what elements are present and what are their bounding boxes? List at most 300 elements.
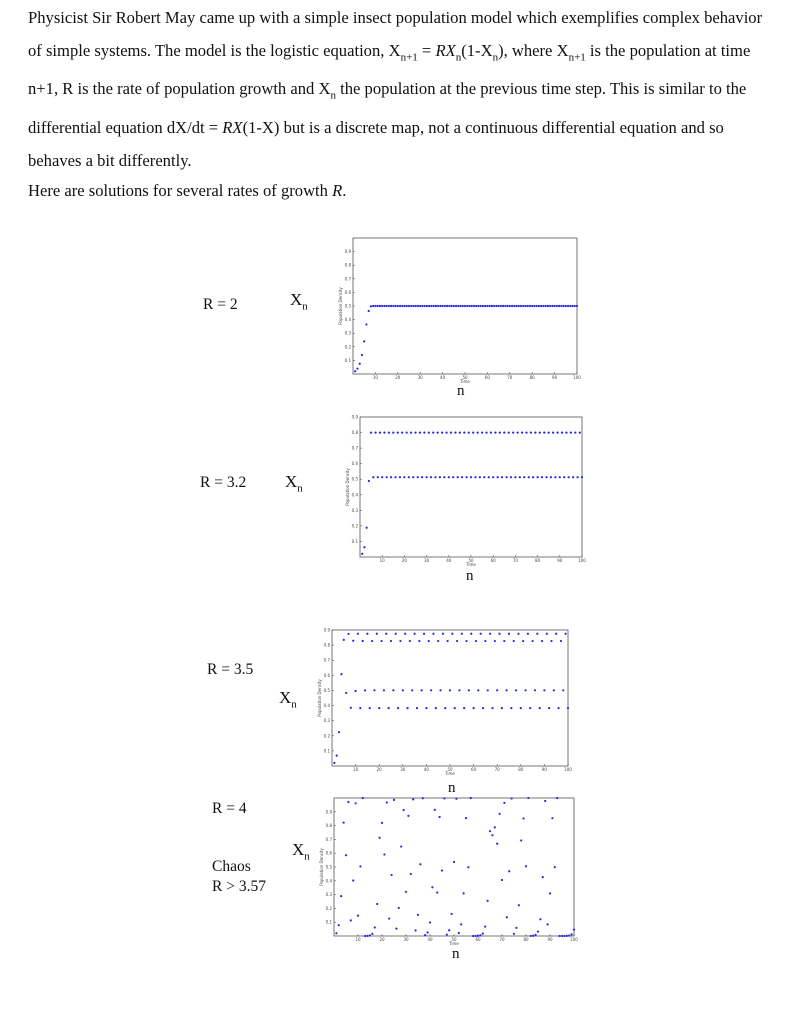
data-point — [513, 640, 515, 642]
data-point — [556, 432, 558, 434]
y-tick-label: 0.5 — [351, 476, 358, 482]
data-point — [414, 633, 416, 635]
x-tick-label: 10 — [355, 937, 361, 942]
x-tick-label: 30 — [417, 375, 423, 380]
data-point — [518, 904, 520, 906]
data-point — [446, 305, 448, 307]
data-point — [340, 673, 342, 675]
data-point — [390, 640, 392, 642]
data-point — [421, 689, 423, 691]
intro-text: (1-X) but is a discrete map, not a continuous differential equation and so behaves a bit differently. — [28, 118, 724, 170]
data-point — [388, 305, 390, 307]
y-tick-label: 0.6 — [351, 461, 358, 467]
data-point — [443, 476, 445, 478]
data-point — [430, 305, 432, 307]
data-point — [468, 689, 470, 691]
data-point — [494, 432, 496, 434]
data-point — [562, 689, 564, 691]
data-point — [524, 689, 526, 691]
data-point — [537, 476, 539, 478]
data-point — [355, 690, 357, 692]
data-point — [567, 707, 569, 709]
data-point — [392, 305, 394, 307]
x-axis-title: Time — [460, 379, 470, 384]
data-point — [400, 845, 402, 847]
data-point — [571, 305, 573, 307]
data-point — [441, 869, 443, 871]
data-point — [520, 707, 522, 709]
x-tick-label: 100 — [564, 767, 572, 772]
data-point — [543, 432, 545, 434]
data-point — [448, 929, 450, 931]
data-point — [412, 798, 414, 800]
r-label: R = 3.2 — [200, 474, 247, 491]
data-point — [477, 935, 479, 937]
data-point — [522, 305, 524, 307]
data-point — [432, 432, 434, 434]
data-point — [447, 640, 449, 642]
y-axis-title: Population Density — [317, 679, 322, 717]
x-tick-label: 60 — [490, 558, 496, 563]
data-point — [481, 432, 483, 434]
data-point — [398, 907, 400, 909]
data-point — [491, 707, 493, 709]
data-point — [513, 933, 515, 935]
data-point — [488, 476, 490, 478]
data-point — [524, 305, 526, 307]
data-point — [562, 305, 564, 307]
data-point — [496, 843, 498, 845]
population-chart-r2 — [336, 236, 581, 382]
data-point — [370, 305, 372, 307]
data-point — [363, 546, 365, 548]
data-point — [489, 633, 491, 635]
eq-subscript: n+1 — [568, 50, 586, 63]
y-tick-label: 0.2 — [344, 344, 351, 350]
data-point — [453, 305, 455, 307]
data-point — [477, 305, 479, 307]
eq-subscript: n — [492, 50, 499, 63]
data-point — [433, 305, 435, 307]
eq-subscript: n+1 — [400, 50, 418, 63]
data-point — [359, 707, 361, 709]
data-point — [499, 813, 501, 815]
data-point — [417, 305, 419, 307]
data-point — [574, 305, 576, 307]
y-tick-label: 0.8 — [325, 823, 332, 829]
x-tick-label: 50 — [462, 375, 468, 380]
x-tick-label: 40 — [446, 558, 452, 563]
solutions-text: Here are solutions for several rates of growth — [28, 181, 333, 200]
data-point — [399, 640, 401, 642]
chaos-condition: R > 3.57 — [212, 878, 266, 895]
data-point — [376, 633, 378, 635]
y-tick-label: 0.6 — [323, 672, 330, 678]
data-point — [439, 816, 441, 818]
data-point — [442, 633, 444, 635]
data-point — [390, 476, 392, 478]
data-point — [530, 935, 532, 937]
data-point — [523, 476, 525, 478]
data-point — [574, 432, 576, 434]
eq-x: X — [445, 40, 456, 60]
data-point — [347, 633, 349, 635]
data-point — [504, 305, 506, 307]
y-tick-label: 0.4 — [351, 492, 358, 498]
data-point — [468, 305, 470, 307]
data-point — [472, 432, 474, 434]
data-point — [419, 432, 421, 434]
data-point — [454, 432, 456, 434]
data-point — [361, 354, 363, 356]
data-point — [548, 432, 550, 434]
data-point — [508, 870, 510, 872]
x-tick-label: 40 — [423, 767, 429, 772]
chaos-label: Chaos — [212, 858, 251, 875]
y-tick-label: 0.8 — [323, 642, 330, 648]
x-axis-title: Time — [445, 771, 455, 776]
data-point — [549, 305, 551, 307]
data-point — [343, 821, 345, 823]
data-point — [496, 689, 498, 691]
data-point — [410, 432, 412, 434]
data-point — [416, 707, 418, 709]
data-point — [517, 633, 519, 635]
data-point — [448, 476, 450, 478]
data-point — [372, 476, 374, 478]
data-point — [565, 633, 567, 635]
x-tick-label: 90 — [557, 558, 563, 563]
data-point — [340, 895, 342, 897]
data-point — [581, 476, 583, 478]
data-point — [542, 876, 544, 878]
data-point — [501, 879, 503, 881]
data-point — [484, 925, 486, 927]
data-point — [430, 689, 432, 691]
data-point — [473, 305, 475, 307]
y-tick-label: 0.4 — [325, 878, 332, 884]
data-point — [367, 935, 369, 937]
data-point — [474, 476, 476, 478]
data-point — [477, 432, 479, 434]
data-point — [560, 305, 562, 307]
data-point — [525, 432, 527, 434]
data-point — [374, 432, 376, 434]
data-point — [510, 476, 512, 478]
data-point — [558, 305, 560, 307]
data-point — [371, 933, 373, 935]
data-point — [380, 640, 382, 642]
data-point — [529, 305, 531, 307]
x-axis-label: n — [448, 780, 456, 796]
y-tick-label: 0.1 — [344, 357, 351, 363]
data-point — [393, 799, 395, 801]
y-axis-title: Population Density — [338, 287, 343, 325]
data-point — [450, 432, 452, 434]
data-point — [545, 305, 547, 307]
x-tick-label: 30 — [424, 558, 430, 563]
data-point — [482, 932, 484, 934]
x-tick-label: 80 — [529, 375, 535, 380]
data-point — [366, 633, 368, 635]
data-point — [475, 640, 477, 642]
x-tick-label: 90 — [547, 937, 553, 942]
data-point — [565, 305, 567, 307]
data-point — [548, 707, 550, 709]
y-tick-label: 0.1 — [351, 538, 358, 544]
data-point — [495, 305, 497, 307]
data-point — [383, 853, 385, 855]
x-tick-label: 40 — [440, 375, 446, 380]
data-point — [426, 305, 428, 307]
data-point — [468, 432, 470, 434]
data-point — [502, 305, 504, 307]
y-tick-label: 0.9 — [323, 627, 330, 633]
y-tick-label: 0.5 — [344, 303, 351, 309]
data-point — [395, 633, 397, 635]
data-point — [532, 640, 534, 642]
data-point — [392, 432, 394, 434]
intro-paragraph — [28, 2, 778, 177]
intro-text: Physicist Sir Robert May came up with a simple insect population model which exemplifies complex behavior of simple systems. The model is the logistic equation, X — [28, 8, 763, 60]
data-point — [434, 809, 436, 811]
data-point — [531, 305, 533, 307]
data-point — [345, 854, 347, 856]
data-point — [345, 692, 347, 694]
y-tick-label: 0.3 — [351, 507, 358, 513]
data-point — [520, 839, 522, 841]
data-point — [538, 305, 540, 307]
data-point — [419, 305, 421, 307]
data-point — [551, 305, 553, 307]
x-axis-label: n — [466, 568, 474, 584]
data-point — [503, 802, 505, 804]
data-point — [403, 476, 405, 478]
y-tick-label: 0.1 — [325, 919, 332, 925]
data-point — [403, 305, 405, 307]
y-tick-label: 0.5 — [325, 864, 332, 870]
data-point — [423, 633, 425, 635]
data-point — [532, 935, 534, 937]
x-tick-label: 30 — [403, 937, 409, 942]
data-point — [540, 305, 542, 307]
data-point — [439, 476, 441, 478]
data-point — [385, 633, 387, 635]
data-point — [579, 432, 581, 434]
data-point — [505, 476, 507, 478]
data-point — [545, 476, 547, 478]
x-tick-label: 80 — [518, 767, 524, 772]
r-label: R = 4 — [212, 800, 247, 817]
data-point — [473, 707, 475, 709]
data-point — [406, 707, 408, 709]
data-point — [570, 432, 572, 434]
data-point — [498, 633, 500, 635]
y-tick-label: 0.2 — [351, 523, 358, 529]
data-point — [463, 432, 465, 434]
data-point — [513, 305, 515, 307]
data-point — [359, 865, 361, 867]
data-point — [366, 527, 368, 529]
data-point — [465, 640, 467, 642]
data-point — [435, 707, 437, 709]
x-tick-label: 60 — [475, 937, 481, 942]
data-point — [494, 640, 496, 642]
x-tick-label: 70 — [499, 937, 505, 942]
data-point — [508, 432, 510, 434]
data-point — [482, 305, 484, 307]
y-tick-label: 0.6 — [344, 289, 351, 295]
data-point — [465, 817, 467, 819]
data-point — [343, 639, 345, 641]
data-point — [415, 929, 417, 931]
data-point — [561, 432, 563, 434]
data-point — [522, 640, 524, 642]
data-point — [381, 305, 383, 307]
data-point — [354, 370, 356, 372]
data-point — [536, 305, 538, 307]
data-point — [446, 933, 448, 935]
intro-text: ), where X — [498, 40, 569, 60]
x-tick-label: 10 — [379, 558, 385, 563]
data-point — [437, 432, 439, 434]
data-point — [411, 689, 413, 691]
data-point — [371, 640, 373, 642]
data-point — [455, 305, 457, 307]
data-point — [544, 800, 546, 802]
data-point — [527, 797, 529, 799]
data-point — [392, 689, 394, 691]
data-point — [412, 476, 414, 478]
data-point — [428, 640, 430, 642]
y-tick-label: 0.4 — [323, 703, 330, 709]
data-point — [576, 476, 578, 478]
y-tick-label: 0.7 — [351, 445, 358, 451]
data-point — [336, 755, 338, 757]
data-point — [463, 892, 465, 894]
data-point — [515, 305, 517, 307]
data-point — [542, 305, 544, 307]
eq-equals: = — [417, 40, 436, 60]
x-tick-label: 20 — [395, 375, 401, 380]
data-point — [415, 305, 417, 307]
data-point — [451, 913, 453, 915]
data-point — [374, 926, 376, 928]
x-tick-label: 70 — [507, 375, 513, 380]
data-point — [559, 476, 561, 478]
data-point — [503, 432, 505, 434]
data-point — [482, 707, 484, 709]
r-label: R = 2 — [203, 296, 238, 313]
data-point — [528, 476, 530, 478]
data-point — [483, 476, 485, 478]
data-point — [523, 817, 525, 819]
data-point — [484, 305, 486, 307]
data-point — [357, 914, 359, 916]
x-axis-title: Time — [466, 562, 476, 567]
x-tick-label: 80 — [523, 937, 529, 942]
data-point — [571, 933, 573, 935]
x-tick-label: 90 — [552, 375, 558, 380]
data-point — [370, 432, 372, 434]
y-tick-label: 0.9 — [344, 249, 351, 255]
data-point — [459, 305, 461, 307]
data-point — [394, 305, 396, 307]
data-point — [465, 476, 467, 478]
data-point — [369, 934, 371, 936]
x-tick-label: 20 — [376, 767, 382, 772]
data-point — [383, 432, 385, 434]
x-tick-label: 100 — [573, 375, 581, 380]
data-point — [520, 305, 522, 307]
data-point — [529, 707, 531, 709]
data-point — [527, 305, 529, 307]
data-point — [424, 305, 426, 307]
intro-text: the population at the previous time step. This is similar to the differential equation dX/dt = — [28, 79, 747, 138]
data-point — [489, 305, 491, 307]
data-point — [439, 305, 441, 307]
data-point — [355, 802, 357, 804]
data-point — [453, 861, 455, 863]
data-point — [410, 305, 412, 307]
data-point — [436, 891, 438, 893]
data-point — [511, 305, 513, 307]
x-tick-label: 90 — [541, 767, 547, 772]
data-point — [364, 935, 366, 937]
population-chart-r3-2 — [342, 415, 587, 565]
data-point — [553, 689, 555, 691]
data-point — [472, 935, 474, 937]
y-axis-label: $X_n$ — [292, 840, 310, 863]
data-point — [388, 917, 390, 919]
data-point — [347, 801, 349, 803]
x-axis-title: Time — [449, 941, 459, 946]
data-point — [515, 927, 517, 929]
data-point — [466, 305, 468, 307]
data-point — [489, 830, 491, 832]
data-point — [537, 931, 539, 933]
data-point — [532, 476, 534, 478]
y-tick-label: 0.2 — [323, 733, 330, 739]
data-point — [458, 689, 460, 691]
data-point — [576, 305, 578, 307]
x-axis-label: n — [457, 383, 465, 399]
data-point — [497, 476, 499, 478]
y-axis-label: $X_n$ — [290, 290, 308, 313]
data-point — [352, 640, 354, 642]
data-point — [338, 731, 340, 733]
data-point — [379, 837, 381, 839]
data-point — [363, 340, 365, 342]
data-point — [533, 305, 535, 307]
data-point — [534, 432, 536, 434]
data-point — [568, 934, 570, 936]
data-point — [536, 633, 538, 635]
data-point — [560, 640, 562, 642]
data-point — [559, 935, 561, 937]
x-tick-label: 10 — [353, 767, 359, 772]
data-point — [362, 797, 364, 799]
data-point — [565, 432, 567, 434]
data-point — [408, 476, 410, 478]
data-point — [403, 809, 405, 811]
eq-subscript: n — [330, 89, 336, 102]
data-point — [555, 633, 557, 635]
data-point — [543, 689, 545, 691]
y-tick-label: 0.5 — [323, 687, 330, 693]
data-point — [397, 432, 399, 434]
data-point — [554, 866, 556, 868]
